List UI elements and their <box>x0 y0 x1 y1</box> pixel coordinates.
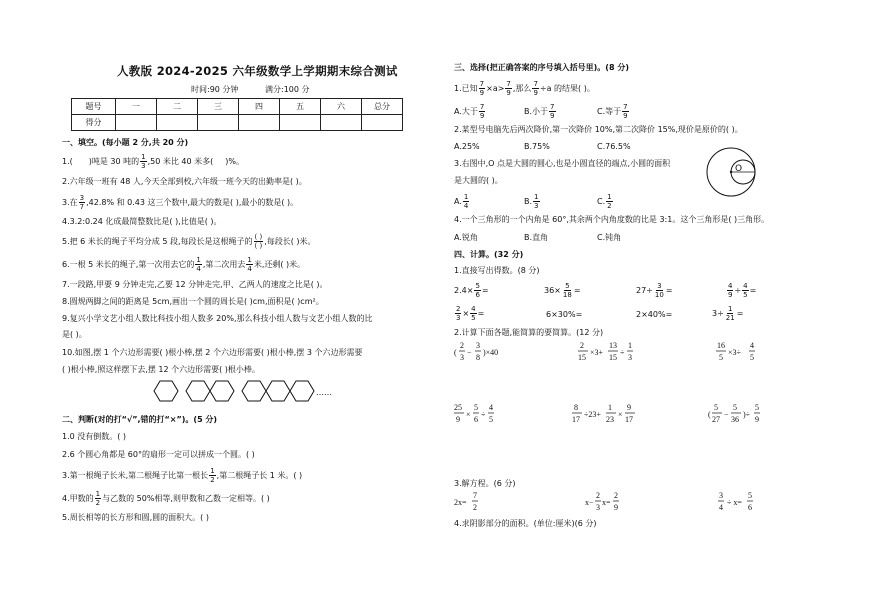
svg-text:7: 7 <box>473 491 477 500</box>
calc-expr-3-svg <box>716 341 776 363</box>
fraction-num: 7 <box>479 103 485 111</box>
s3-q4-option-b[interactable]: B.直角 <box>524 233 549 242</box>
calc-text: = <box>477 309 485 318</box>
svg-text:−: − <box>467 348 472 357</box>
hexagon-3b <box>266 381 290 401</box>
svg-text:9: 9 <box>614 503 618 512</box>
fraction-den: 6 <box>475 291 480 299</box>
svg-text:÷: ÷ <box>620 348 625 357</box>
svg-text:5: 5 <box>714 403 718 412</box>
calc-item <box>712 305 743 322</box>
s3-q4: 4.一个三角形的一个内角是 60°,其余两个内角度数的比是 3:1。这个三角形是( )三角形。 <box>454 215 770 224</box>
score-cell[interactable] <box>280 115 321 131</box>
fraction-num: 1 <box>463 193 469 201</box>
fraction <box>479 103 485 120</box>
svg-text:÷23+: ÷23+ <box>584 410 601 419</box>
calc-text: = <box>481 286 489 295</box>
calc-item <box>454 282 489 299</box>
svg-text:−: − <box>724 410 729 419</box>
calc-text: 3÷ <box>712 309 724 318</box>
fraction <box>254 233 264 250</box>
svg-text:3: 3 <box>460 353 464 362</box>
fraction <box>727 282 733 299</box>
s3-q3-line2: 是大圆的( )。 <box>454 176 503 185</box>
s1-q2: 2.六年级一班有 48 人,今天全部到校,六年级一班今天的出勤率是( )。 <box>62 177 307 186</box>
s3-q3-option-c[interactable] <box>597 193 614 210</box>
fraction-num: 3 <box>79 194 85 202</box>
s1-q6-text-c: 米,还剩( )米。 <box>253 260 306 269</box>
fraction-den: 9 <box>479 89 485 97</box>
s1-q5-text-b: ,每段长( )米。 <box>264 237 316 246</box>
s2-q4-text-b: 与乙数的 50%相等,则甲数和乙数一定相等。( ) <box>102 494 270 503</box>
svg-text:1: 1 <box>628 341 632 350</box>
calc-expr-6-svg <box>708 403 778 425</box>
equation-1-svg <box>454 491 494 513</box>
fraction <box>654 282 665 299</box>
svg-text:)÷: )÷ <box>743 410 751 419</box>
fraction-num: 1 <box>534 193 539 201</box>
s3-q1-text-b: ×a> <box>486 84 505 93</box>
equation-2 <box>585 491 635 515</box>
svg-text:4: 4 <box>719 503 723 512</box>
svg-text:9: 9 <box>627 403 631 412</box>
equation-1 <box>454 491 494 515</box>
s3-q1 <box>454 80 595 97</box>
fraction-den: 4 <box>196 265 201 273</box>
calc-text: 2.4× <box>454 286 474 295</box>
hexagon-ellipsis: …… <box>316 388 332 397</box>
s2-q4-text-a: 4.甲数的 <box>62 494 94 503</box>
fraction-den: 7 <box>79 203 85 211</box>
score-header-cell: 总分 <box>362 99 403 115</box>
calc-expr-2-svg <box>578 341 658 363</box>
section1-title: 一、填空。(每小题 2 分,共 20 分) <box>62 138 189 147</box>
score-cell[interactable] <box>157 115 198 131</box>
score-cell[interactable] <box>362 115 403 131</box>
s3-q2-option-c[interactable]: C.76.5% <box>597 142 631 151</box>
score-header-cell: 五 <box>280 99 321 115</box>
fraction-num: 7 <box>550 103 555 111</box>
svg-text:3: 3 <box>628 353 632 362</box>
score-row-label: 得分 <box>72 115 116 131</box>
s3-q1-text-c: ,那么 <box>512 84 532 93</box>
option-label: B.小于 <box>524 107 549 116</box>
s1-q5-text-a: 5.把 6 米长的绳子平均分成 5 段,每段长是这根绳子的 <box>62 237 253 246</box>
fraction-den: 9 <box>728 291 733 299</box>
section2-title: 二、判断(对的打“√”,错的打“×”)。(5 分) <box>62 415 218 424</box>
s3-q3-option-a[interactable] <box>454 193 470 210</box>
fraction-num: 4 <box>728 282 733 290</box>
circle-center-label: O <box>735 164 743 174</box>
s1-q9-line2: 是( )。 <box>62 330 87 339</box>
score-table-row <box>72 115 403 131</box>
fraction-num: 3 <box>657 282 662 290</box>
fraction <box>742 282 748 299</box>
s2-q4 <box>62 490 270 507</box>
fraction <box>246 256 252 273</box>
calc-text: = <box>665 286 673 295</box>
svg-text:5: 5 <box>748 491 752 500</box>
s1-q6-text-a: 6.一根 5 米长的绳子,第一次用去它的 <box>62 260 195 269</box>
calc-text: = <box>736 309 744 318</box>
score-cell[interactable] <box>321 115 362 131</box>
hexagon-3c <box>290 381 314 401</box>
fraction-num: 2 <box>456 305 461 313</box>
score-table-header-row <box>72 99 403 115</box>
s3-q4-option-a[interactable]: A.锐角 <box>454 233 478 242</box>
fraction-den: 2 <box>210 476 215 484</box>
fraction-den: 9 <box>533 89 538 97</box>
fraction-den: 9 <box>479 112 485 120</box>
svg-text:15: 15 <box>609 353 617 362</box>
fraction <box>140 153 146 170</box>
fraction-den: 9 <box>623 112 628 120</box>
fraction <box>549 103 555 120</box>
svg-text:6: 6 <box>474 415 478 424</box>
calc-expr-4-svg <box>454 403 524 425</box>
svg-text:3: 3 <box>476 341 480 350</box>
svg-text:17: 17 <box>625 415 633 424</box>
s1-q7: 7.一段路,甲要 9 分钟走完,乙要 12 分钟走完,甲、乙两人的速度之比是( )。 <box>62 280 328 289</box>
hexagon-1 <box>154 381 178 401</box>
calc-text: = <box>749 286 757 295</box>
calc-text: 36× <box>544 286 561 295</box>
svg-text:17: 17 <box>572 415 580 424</box>
svg-text:15: 15 <box>578 353 586 362</box>
s1-q5 <box>62 233 316 250</box>
s1-q3-text-b: ,42.8% 和 0.43 这三个数中,最大的数是( ),最小的数是( )。 <box>86 198 299 207</box>
score-cell[interactable] <box>116 115 157 131</box>
score-cell[interactable] <box>198 115 239 131</box>
calc-text: = <box>573 286 581 295</box>
svg-text:25: 25 <box>454 403 462 412</box>
s4-p2-title: 2.计算下面各题,能简算的要简算。(12 分) <box>454 328 604 337</box>
s3-q2-option-b[interactable]: B.75% <box>524 142 550 151</box>
hexagon-2b <box>210 381 234 401</box>
calc-text: × <box>462 309 470 318</box>
svg-text:×: × <box>618 410 623 419</box>
svg-text:2x=: 2x= <box>454 498 467 507</box>
fraction-den: 3 <box>456 314 461 322</box>
s1-q10-line1: 10.如图,摆 1 个六边形需要( )根小棒,摆 2 个六边形需要( )根小棒,摆 3 个六边形需要 <box>62 348 363 357</box>
s1-q6 <box>62 256 305 273</box>
fraction-den: 21 <box>725 314 735 322</box>
fraction-num: 1 <box>247 256 252 264</box>
fraction-den: 2 <box>95 499 101 507</box>
s1-q1-text-d: )%。 <box>225 157 245 166</box>
svg-text:5: 5 <box>474 403 478 412</box>
s2-q2: 2.6 个圆心角都是 60°的扇形一定可以拼成一个圆。( ) <box>62 450 255 459</box>
svg-text:3: 3 <box>596 503 600 512</box>
page-title: 人教版 2024-2025 六年级数学上学期期末综合测试 <box>117 64 398 78</box>
s1-q1 <box>62 153 244 170</box>
fraction-num: 1 <box>196 256 201 264</box>
fraction-num: 4 <box>471 305 476 313</box>
fraction-num: 1 <box>210 467 215 475</box>
fraction-den: ( ) <box>254 242 263 250</box>
fraction <box>79 194 85 211</box>
score-header-cell: 一 <box>116 99 157 115</box>
svg-text:8: 8 <box>476 353 480 362</box>
fraction-num: 1 <box>95 490 101 498</box>
option-label: B. <box>524 197 533 206</box>
s1-q6-text-b: ,第二次用去 <box>202 260 246 269</box>
svg-text:x=: x= <box>602 498 611 507</box>
svg-text:5: 5 <box>719 353 723 362</box>
svg-text:2: 2 <box>614 491 618 500</box>
fraction-num: 4 <box>743 282 748 290</box>
svg-text:(: ( <box>454 348 457 357</box>
hexagon-2a <box>186 381 210 401</box>
s3-q2-option-a[interactable]: A.25% <box>454 142 480 151</box>
fraction <box>606 193 612 210</box>
s3-q3-option-b[interactable] <box>524 193 541 210</box>
fraction-num: 5 <box>475 282 480 290</box>
svg-text:3: 3 <box>719 491 723 500</box>
svg-text:27: 27 <box>712 415 720 424</box>
svg-text:2: 2 <box>580 341 584 350</box>
svg-text:6: 6 <box>748 503 752 512</box>
svg-text:÷ x=: ÷ x= <box>727 498 742 507</box>
fraction-den: 5 <box>471 314 476 322</box>
s1-q3-text-a: 3.在 <box>62 198 78 207</box>
s2-q3 <box>62 467 302 484</box>
fraction <box>505 80 511 97</box>
fraction <box>725 305 736 322</box>
fraction-den: 3 <box>534 202 539 210</box>
svg-text:5: 5 <box>733 403 737 412</box>
calc-item <box>544 282 581 299</box>
svg-text:)×40: )×40 <box>483 348 499 357</box>
score-header-cell: 四 <box>239 99 280 115</box>
calc-text: ÷ <box>734 286 742 295</box>
s2-q3-text-b: ,第二根绳子长 1 米。( ) <box>216 471 303 480</box>
s3-q4-option-c[interactable]: C.钝角 <box>597 233 622 242</box>
svg-text:×3+: ×3+ <box>590 348 604 357</box>
equation-2-svg <box>585 491 635 513</box>
fraction-den: 5 <box>743 291 748 299</box>
fraction-den: 10 <box>654 291 664 299</box>
svg-text:36: 36 <box>731 415 739 424</box>
svg-text:13: 13 <box>609 341 617 350</box>
s1-q1-text-b: )吨是 30 吨的 <box>88 157 140 166</box>
svg-text:5: 5 <box>755 403 759 412</box>
circle-figure-svg <box>705 146 757 198</box>
s4-p3-title: 3.解方程。(6 分) <box>454 479 516 488</box>
s1-q4: 4.3.2:0.24 化成最简整数比是( ),比值是( )。 <box>62 217 222 226</box>
fraction-num: 7 <box>479 80 485 88</box>
calc-item <box>726 282 756 299</box>
fraction-num: 1 <box>141 153 146 161</box>
calc-item <box>454 305 484 322</box>
score-header-cell: 六 <box>321 99 362 115</box>
fraction <box>463 193 469 210</box>
fraction-den: 4 <box>463 202 469 210</box>
fraction-den: 3 <box>141 162 146 170</box>
s4-p4-title: 4.求阴影部分的面积。(单位:厘米)(6 分) <box>454 519 597 528</box>
fraction <box>470 305 476 322</box>
fraction-num: ( ) <box>254 233 263 241</box>
svg-text:×: × <box>466 410 471 419</box>
s2-q5: 5.周长相等的长方形和圆,圆的面积大。( ) <box>62 513 209 522</box>
svg-text:÷: ÷ <box>481 410 486 419</box>
svg-text:9: 9 <box>456 415 460 424</box>
exam-time: 时间:90 分钟 <box>191 85 239 94</box>
hexagon-figures <box>148 379 318 403</box>
svg-text:2: 2 <box>460 341 464 350</box>
s3-q1-option-b[interactable] <box>524 103 557 120</box>
option-label: A.大于 <box>454 107 478 116</box>
equation-3 <box>718 491 768 515</box>
fraction <box>209 467 215 484</box>
score-header-cell: 题号 <box>72 99 116 115</box>
svg-text:(: ( <box>708 410 711 419</box>
section3-title: 三、选择(把正确答案的序号填入括号里)。(8 分) <box>454 63 629 72</box>
fraction <box>474 282 480 299</box>
s3-q3-line1: 3.右图中,O 点是大圆的圆心,也是小圆直径的端点,小圆的面积 <box>454 159 671 168</box>
center-point <box>730 171 732 173</box>
s3-q2: 2.某型号电脑先后两次降价,第一次降价 10%,第二次降价 15%,现价是原价的( )。 <box>454 125 743 134</box>
svg-text:4: 4 <box>489 403 493 412</box>
calc-expr-6 <box>708 403 778 427</box>
fraction-num: 1 <box>607 193 612 201</box>
hexagon-figures-svg <box>148 379 318 403</box>
fraction-num: 1 <box>728 305 733 313</box>
svg-text:23: 23 <box>606 415 614 424</box>
score-table <box>71 98 403 131</box>
circle-figure <box>705 146 757 200</box>
svg-text:5: 5 <box>489 415 493 424</box>
svg-text:16: 16 <box>717 341 725 350</box>
s3-q1-text-a: 1.已知 <box>454 84 478 93</box>
fraction <box>622 103 628 120</box>
s3-q1-option-a[interactable] <box>454 103 486 120</box>
s2-q1: 1.0 没有倒数。( ) <box>62 432 127 441</box>
fraction-den: 9 <box>550 112 555 120</box>
fraction <box>95 490 101 507</box>
s3-q1-text-d: ÷a 的结果( )。 <box>539 84 595 93</box>
s3-q1-option-c[interactable] <box>597 103 630 120</box>
calc-expr-1-svg <box>454 341 524 363</box>
fraction-num: 7 <box>623 103 628 111</box>
fraction-den: 18 <box>562 291 572 299</box>
svg-text:x−: x− <box>585 498 594 507</box>
option-label: A. <box>454 197 462 206</box>
s1-q1-text-c: ,50 米比 40 米多( <box>147 157 214 166</box>
calc-expr-1 <box>454 341 524 365</box>
fraction <box>533 193 539 210</box>
equation-3-svg <box>718 491 768 513</box>
score-header-cell: 二 <box>157 99 198 115</box>
fraction <box>532 80 538 97</box>
s4-p1-title: 1.直接写出得数。(8 分) <box>454 266 540 275</box>
fraction-den: 2 <box>607 202 612 210</box>
section4-title: 四、计算。(32 分) <box>454 250 524 259</box>
fraction <box>562 282 573 299</box>
full-score: 满分:100 分 <box>265 85 310 94</box>
calc-item <box>636 282 673 299</box>
s2-q3-text-a: 3.第一根绳子长米,第二根绳子比第一根长 <box>62 471 209 480</box>
svg-text:1: 1 <box>608 403 612 412</box>
fraction <box>455 305 461 322</box>
calc-expr-3 <box>716 341 776 365</box>
svg-text:5: 5 <box>750 353 754 362</box>
svg-text:4: 4 <box>750 341 754 350</box>
hexagon-3a <box>242 381 266 401</box>
calc-text: 27÷ <box>636 286 653 295</box>
fraction-num: 5 <box>565 282 570 290</box>
fraction-num: 7 <box>533 80 538 88</box>
svg-text:8: 8 <box>574 403 578 412</box>
fraction-num: 7 <box>506 80 511 88</box>
s1-q9-line1: 9.复兴小学文艺小组人数比科技小组人数多 20%,那么科技小组人数与文艺小组人数的比 <box>62 314 373 323</box>
fraction <box>195 256 201 273</box>
score-header-cell: 三 <box>198 99 239 115</box>
calc-item: 6×30%= <box>546 310 583 319</box>
calc-expr-4 <box>454 403 524 427</box>
calc-item: 2×40%= <box>636 310 673 319</box>
fraction-den: 9 <box>506 89 511 97</box>
svg-text:2: 2 <box>473 503 477 512</box>
option-label: C.等于 <box>597 107 622 116</box>
svg-text:2: 2 <box>596 491 600 500</box>
calc-expr-2 <box>578 341 658 365</box>
s1-q8: 8.圆规两脚之间的距离是 5cm,画出一个圆的周长是( )cm,面积是( )cm²。 <box>62 297 324 306</box>
fraction-den: 4 <box>247 265 252 273</box>
calc-expr-5 <box>572 403 652 427</box>
fraction <box>479 80 485 97</box>
s1-q3 <box>62 194 298 211</box>
score-cell[interactable] <box>239 115 280 131</box>
option-label: C. <box>597 197 606 206</box>
svg-text:×3÷: ×3÷ <box>728 348 741 357</box>
s1-q1-text-a: 1.( <box>62 157 73 166</box>
s1-q10-line2: ( )根小棒,照这样摆下去,摆 12 个六边形需要( )根小棒。 <box>62 365 260 374</box>
svg-text:9: 9 <box>755 415 759 424</box>
calc-expr-5-svg <box>572 403 652 425</box>
